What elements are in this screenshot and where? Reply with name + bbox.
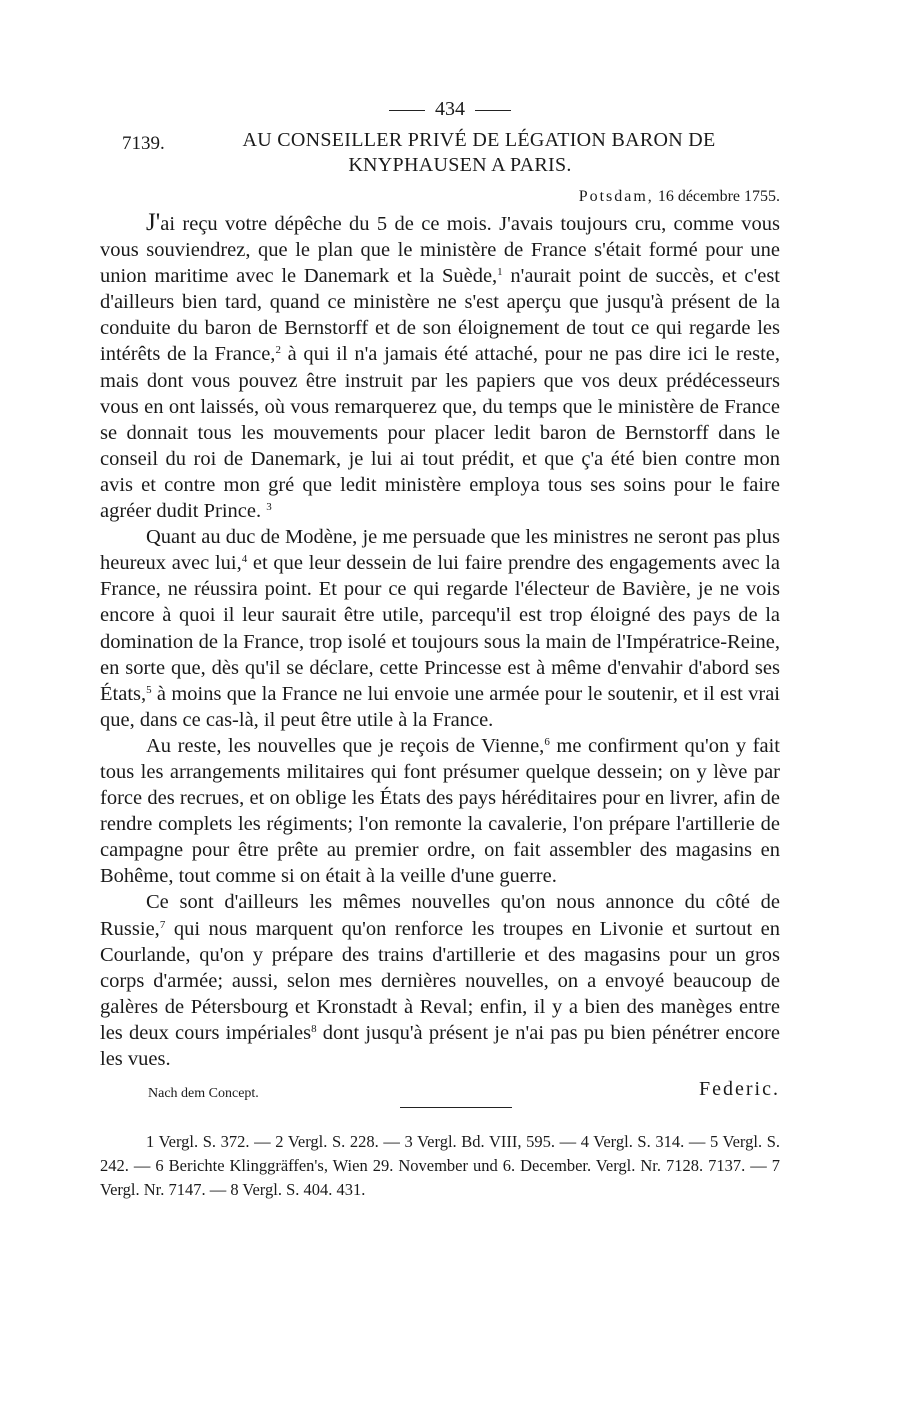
footnote-ref-6: 6 <box>544 735 550 748</box>
left-dash <box>389 110 425 111</box>
paragraph-3 <box>100 733 780 890</box>
footnote-ref-7: 7 <box>159 918 166 931</box>
footnote-ref-4: 4 <box>241 553 248 566</box>
page <box>100 92 800 1202</box>
page-header <box>100 92 800 126</box>
footnote-ref-5: 5 <box>146 683 152 696</box>
letter-body <box>100 210 800 1072</box>
text-run: à qui il n'a jamais été attaché, pour ne pas dire ici le reste, mais dont vous pouvez être instruit par les papiers que vos deux prédécesseurs vous en ont laissés, où vous remarquerez que, du temps que le ministère de France se donnait tous les mouvements pour placer ledit baron de Bernstorff dans le conseil du roi de Danemark, je lui ai tout prédit, et que ç'a été bien contre mon avis et contre mon gré que ledit ministère employa tous ses soins pour le faire agréer dudit Prince. <box>100 343 780 523</box>
text-run: et que leur dessein de lui faire prendre des engagements avec la France, ne réussira point. Et pour ce qui regarde l'électeur de Bavière, je ne vois encore à quoi il leur saurait être utile, parcequ'il est trop éloigné des pays de la domination de la France, trop isolé et toujours sous la main de l'Impératrice-Reine, en sorte que, dès qu'il se déclare, cette Princesse est à même d'envahir d'abord ses États, <box>100 552 780 705</box>
document-number: 7139. <box>122 133 165 154</box>
footnote-text: 1 Vergl. S. 372. — 2 Vergl. S. 228. — 3 Vergl. Bd. VIII, 595. — 4 Vergl. S. 314. — 5 Vergl. S. 242. — 6 Berichte Klinggräffen's, Wien 29. November und 6. December. Vergl. Nr. 7128. 7137. — 7 Vergl. Nr. 7147. — 8 Vergl. S. 404. 431. <box>100 1132 780 1200</box>
paragraph-4 <box>100 889 780 1072</box>
title-line-1: AU CONSEILLER PRIVÉ DE LÉGATION BARON DE <box>242 129 716 151</box>
source-note: Nach dem Concept. <box>148 1086 259 1102</box>
footnote-ref-2: 2 <box>275 344 281 357</box>
paragraph-1 <box>100 210 780 524</box>
footnote-ref-3: 3 <box>266 501 272 514</box>
text-run: qui nous marquent qu'on renforce les troupes en Livonie et surtout en Courlande, qu'on y prépare des trains d'artillerie et des magasins pour un gros corps d'armée; aussi, selon mes dernières nouvelles, on a envoyé beaucoup de galères de Pétersbourg et Kronstadt à Reval; enfin, il y a bien des manèges entre les deux cours impériales <box>100 917 780 1044</box>
footnote-ref-8: 8 <box>311 1022 317 1035</box>
text-run: J'ai reçu votre dépêche du 5 de ce mois. J'avais toujours cru, comme vous vous souviendrez, que le plan que le ministère de France s'était formé pour une union maritime avec le Danemark et la Suède, <box>100 209 780 288</box>
text-run: n'aurait point de succès, et c'est d'ailleurs bien tard, quand ce ministère ne s'est aperçu que jusqu'à présent de la conduite du baron de Bernstorff et de son éloignement de tout ce qui regarde les intérêts de la France, <box>100 265 780 366</box>
footnotes <box>100 1130 800 1202</box>
text-run: me confirment qu'on y fait tous les arrangements militaires qui font présumer quelque dessein; on y lève par force des recrues, et on oblige les États des pays héréditaires pour en livrer, afin de rendre complets les régiments; l'on remonte la cavalerie, l'on prépare l'artillerie de campagne pour être prête au premier ordre, on fait assembler des magasins en Bohême, tout comme si on était à la veille d'une guerre. <box>100 734 780 888</box>
signature: Federic. <box>699 1078 780 1101</box>
paragraph-2 <box>100 524 780 733</box>
separator-rule <box>400 1107 512 1108</box>
text-run: Quant au duc de Modène, je me persuade que les ministres ne seront pas plus heureux avec lui, <box>100 526 780 575</box>
document-title <box>100 128 800 178</box>
footnote-ref-1: 1 <box>497 266 503 279</box>
text-run: dont jusqu'à présent je n'ai pas pu bien pénétrer encore les vues. <box>100 1021 780 1070</box>
right-dash <box>475 110 511 111</box>
signature-row <box>100 1078 800 1108</box>
text-run: Ce sont d'ailleurs les mêmes nouvelles qu'on nous annonce du côté de Russie, <box>100 891 780 940</box>
title-line-2: KNYPHAUSEN A PARIS. <box>348 154 572 176</box>
page-number: 434 <box>435 98 465 120</box>
dateline <box>100 184 800 210</box>
date: 16 décembre 1755. <box>657 188 780 205</box>
text-run: Au reste, les nouvelles que je reçois de Vienne, <box>146 734 545 757</box>
text-run: à moins que la France ne lui envoie une armée pour le soutenir, et il est vrai que, dans ce cas-là, il peut être utile à la France. <box>100 682 780 731</box>
place: Potsdam, <box>578 188 654 205</box>
